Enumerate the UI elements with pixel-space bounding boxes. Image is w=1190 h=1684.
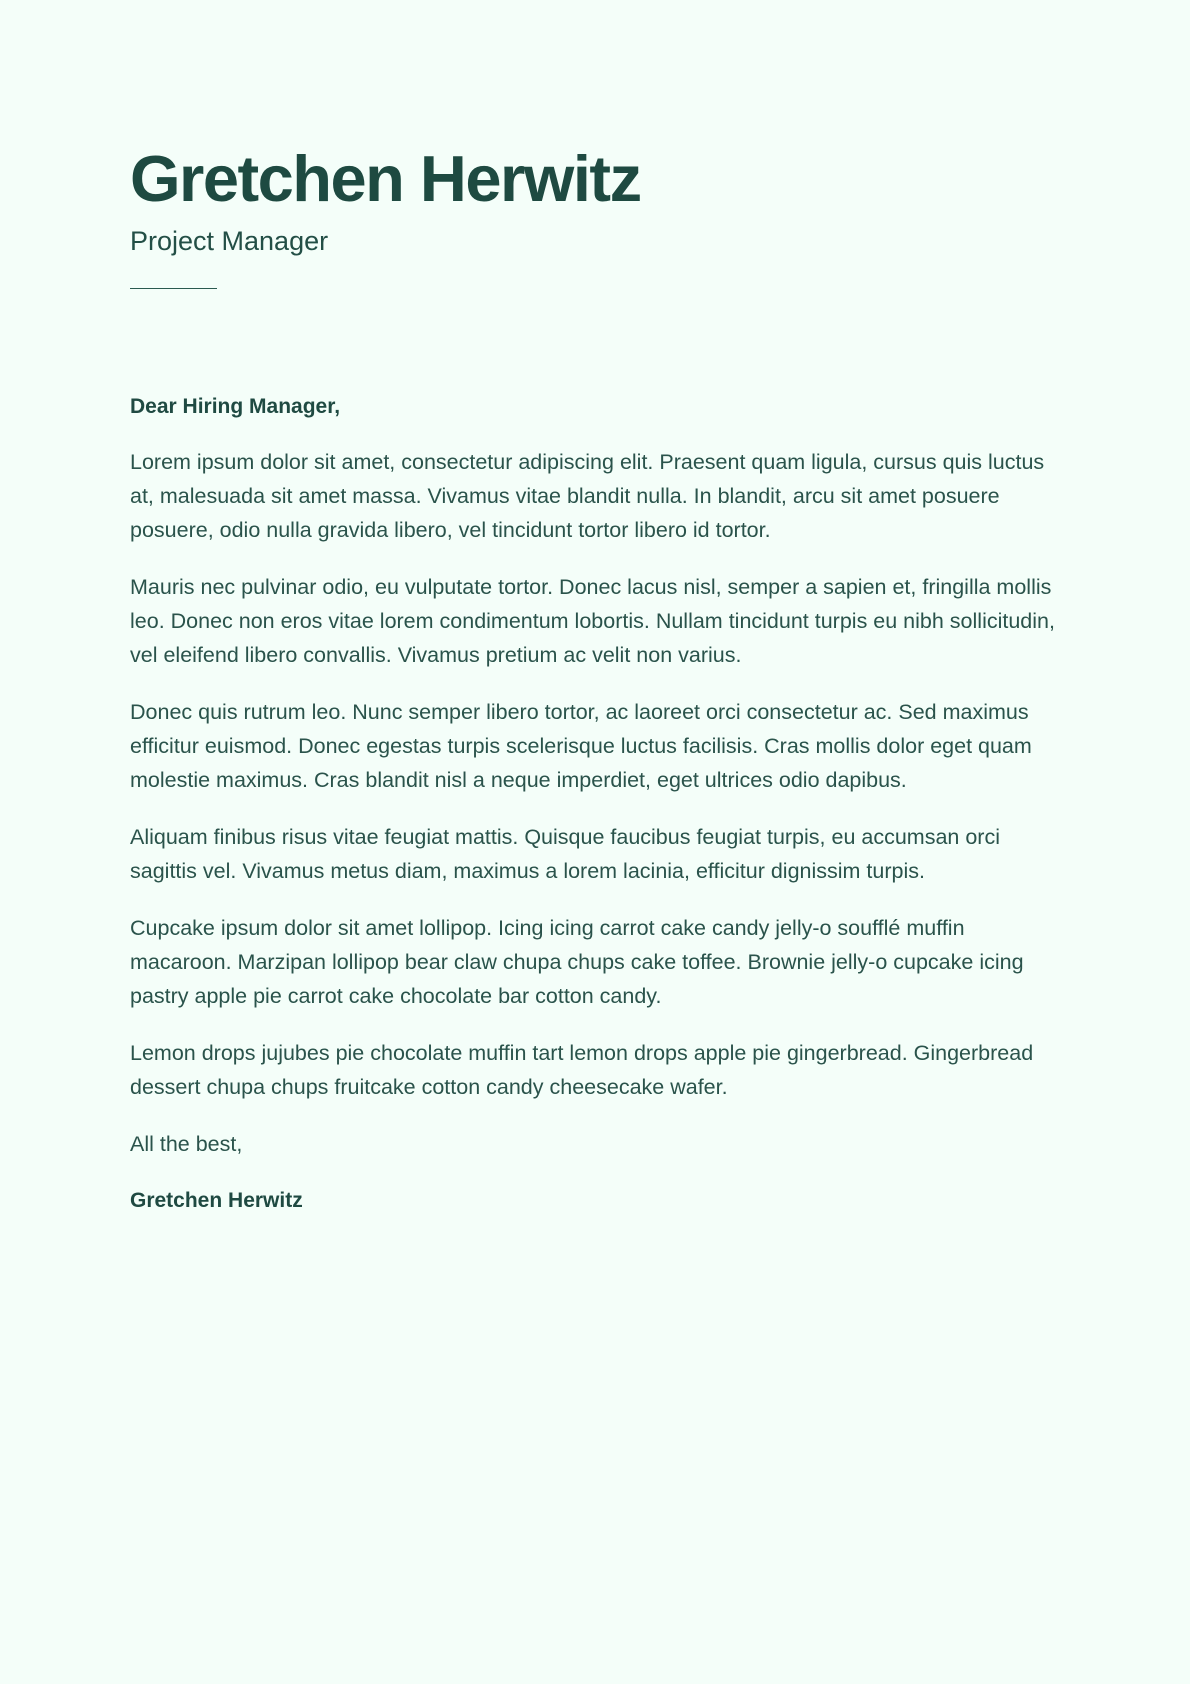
paragraph-4: Aliquam finibus risus vitae feugiat mattis. Quisque faucibus feugiat turpis, eu accumsan orci sagittis vel. Vivamus metus diam, maximus a lorem lacinia, efficitur dignissim turpis.: [130, 824, 1000, 883]
closing: All the best,: [130, 1131, 243, 1156]
paragraph-5: Cupcake ipsum dolor sit amet lollipop. Icing icing carrot cake candy jelly-o soufflé muffin macaroon. Marzipan lollipop bear claw chupa chups cake toffee. Brownie jelly-o cupcake icing pastry apple pie carrot cake chocolate bar cotton candy.: [130, 915, 1024, 1008]
paragraph-1: Lorem ipsum dolor sit amet, consectetur adipiscing elit. Praesent quam ligula, cursus quis luctus at, malesuada sit amet massa. Vivamus vitae blandit nulla. In blandit, arcu sit amet posuere posuere, odio nulla gravida libero, vel tincidunt tortor libero id tortor.: [130, 449, 1045, 542]
applicant-name: Gretchen Herwitz: [130, 142, 641, 215]
header-divider: [130, 288, 217, 289]
paragraph-2: Mauris nec pulvinar odio, eu vulputate tortor. Donec lacus nisl, semper a sapien et, fringilla mollis leo. Donec non eros vitae lorem condimentum lobortis. Nullam tincidunt turpis eu nibh sollicitudin, vel eleifend libero convallis. Vivamus pretium ac velit non varius.: [130, 574, 1055, 667]
letter-header: [130, 142, 1060, 289]
job-title: Project Manager: [130, 226, 329, 256]
letter-body: [130, 392, 1060, 1217]
paragraph-6: Lemon drops jujubes pie chocolate muffin tart lemon drops apple pie gingerbread. Gingerbread dessert chupa chups fruitcake cotton candy cheesecake wafer.: [130, 1040, 1034, 1099]
paragraph-3: Donec quis rutrum leo. Nunc semper libero tortor, ac laoreet orci consectetur ac. Sed maximus efficitur euismod. Donec egestas turpis scelerisque luctus facilisis. Cras mollis dolor eget quam molestie maximus. Cras blandit nisl a neque imperdiet, eget ultrices odio dapibus.: [130, 699, 1032, 792]
salutation: Dear Hiring Manager,: [130, 395, 341, 419]
signature: Gretchen Herwitz: [130, 1188, 303, 1212]
